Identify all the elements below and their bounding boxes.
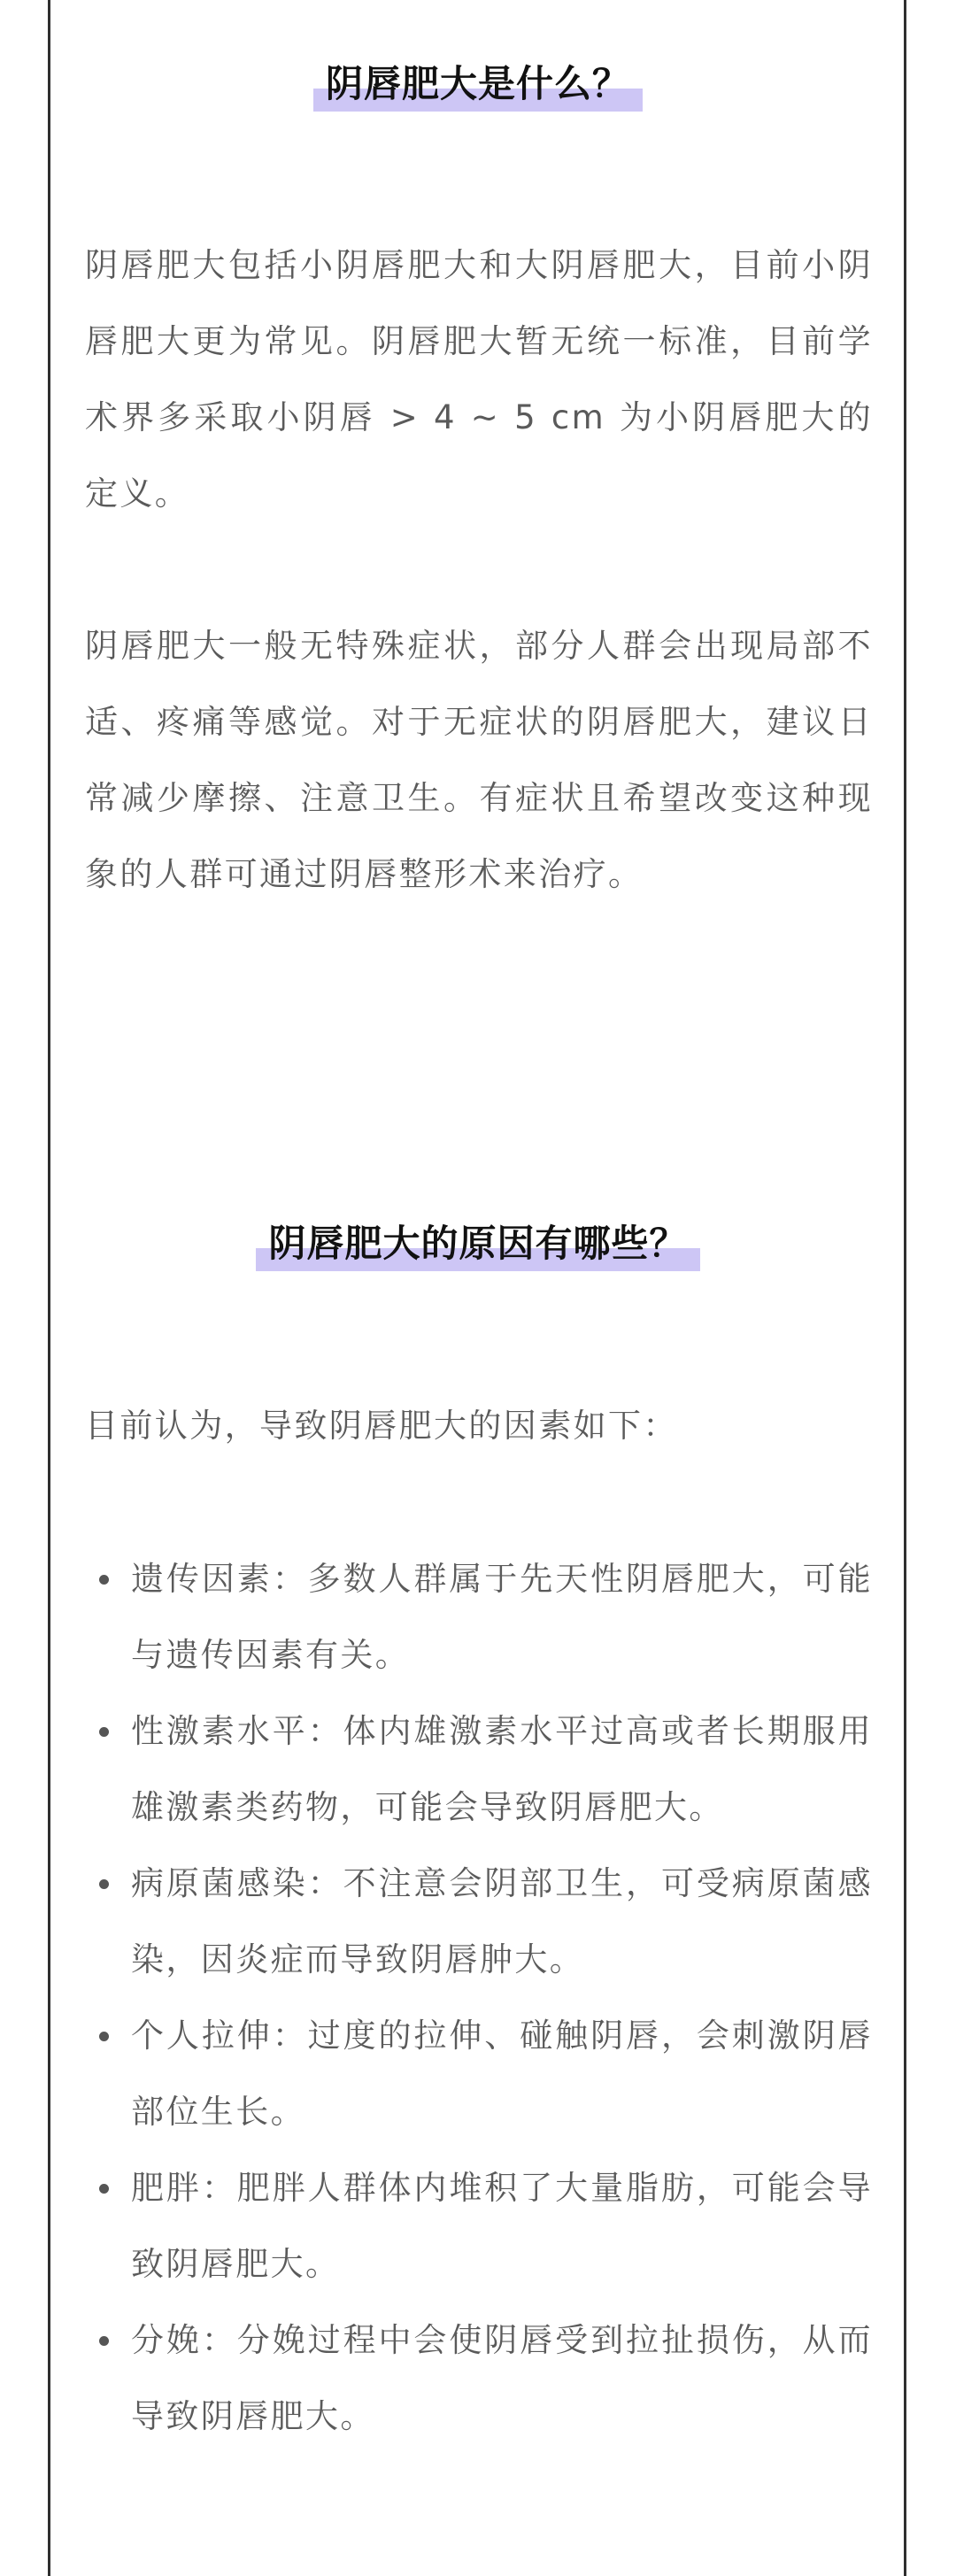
list-item-text: 病原菌感染：不注意会阴部卫生，可受病原菌感染，因炎症而导致阴唇肿大。: [131, 1864, 873, 1978]
causes-list: [85, 1541, 873, 2455]
section1-paragraph-symptoms: 阴唇肥大一般无特殊症状，部分人群会出现局部不适、疼痛等感觉。对于无症状的阴唇肥大，建议日常减少摩擦、注意卫生。有症状且希望改变这种现象的人群可通过阴唇整形术来治疗。: [85, 627, 873, 893]
list-item: [85, 2302, 873, 2455]
section2-intro: 目前认为，导致阴唇肥大的因素如下：: [85, 1407, 678, 1445]
bullet-dot-icon: [99, 1727, 109, 1737]
list-item-text: 分娩：分娩过程中会使阴唇受到拉扯损伤，从而导致阴唇肥大。: [131, 2321, 873, 2435]
list-item-text: 肥胖：肥胖人群体内堆积了大量脂肪，可能会导致阴唇肥大。: [131, 2169, 873, 2283]
bullet-dot-icon: [99, 2184, 109, 2194]
bullet-dot-icon: [99, 1575, 109, 1585]
heading-highlight-wrap: [268, 1215, 687, 1268]
bullet-dot-icon: [99, 2336, 109, 2346]
section-heading-causes: [0, 1215, 956, 1268]
bullet-dot-icon: [99, 2032, 109, 2041]
list-item: [85, 1541, 873, 1693]
list-item-text: 性激素水平：体内雄激素水平过高或者长期服用雄激素类药物，可能会导致阴唇肥大。: [131, 1712, 873, 1826]
section-heading-what-is: [0, 55, 956, 108]
section1-paragraph-definition: 阴唇肥大包括小阴唇肥大和大阴唇肥大，目前小阴唇肥大更为常见。阴唇肥大暂无统一标准，目前学术界多采取小阴唇 > 4 ~ 5 cm 为小阴唇肥大的定义。: [85, 246, 873, 513]
heading-highlight-wrap: [326, 55, 630, 108]
section2-title: 阴唇肥大的原因有哪些？: [268, 1222, 688, 1265]
list-item: [85, 1846, 873, 1998]
bullet-dot-icon: [99, 1879, 109, 1889]
list-item: [85, 1693, 873, 1846]
list-item: [85, 1998, 873, 2150]
list-item-text: 遗传因素：多数人群属于先天性阴唇肥大，可能与遗传因素有关。: [131, 1560, 873, 1674]
list-item-text: 个人拉伸：过度的拉伸、碰触阴唇，会刺激阴唇部位生长。: [131, 2017, 873, 2131]
list-item: [85, 2150, 873, 2302]
section1-title: 阴唇肥大是什么？: [325, 62, 630, 105]
